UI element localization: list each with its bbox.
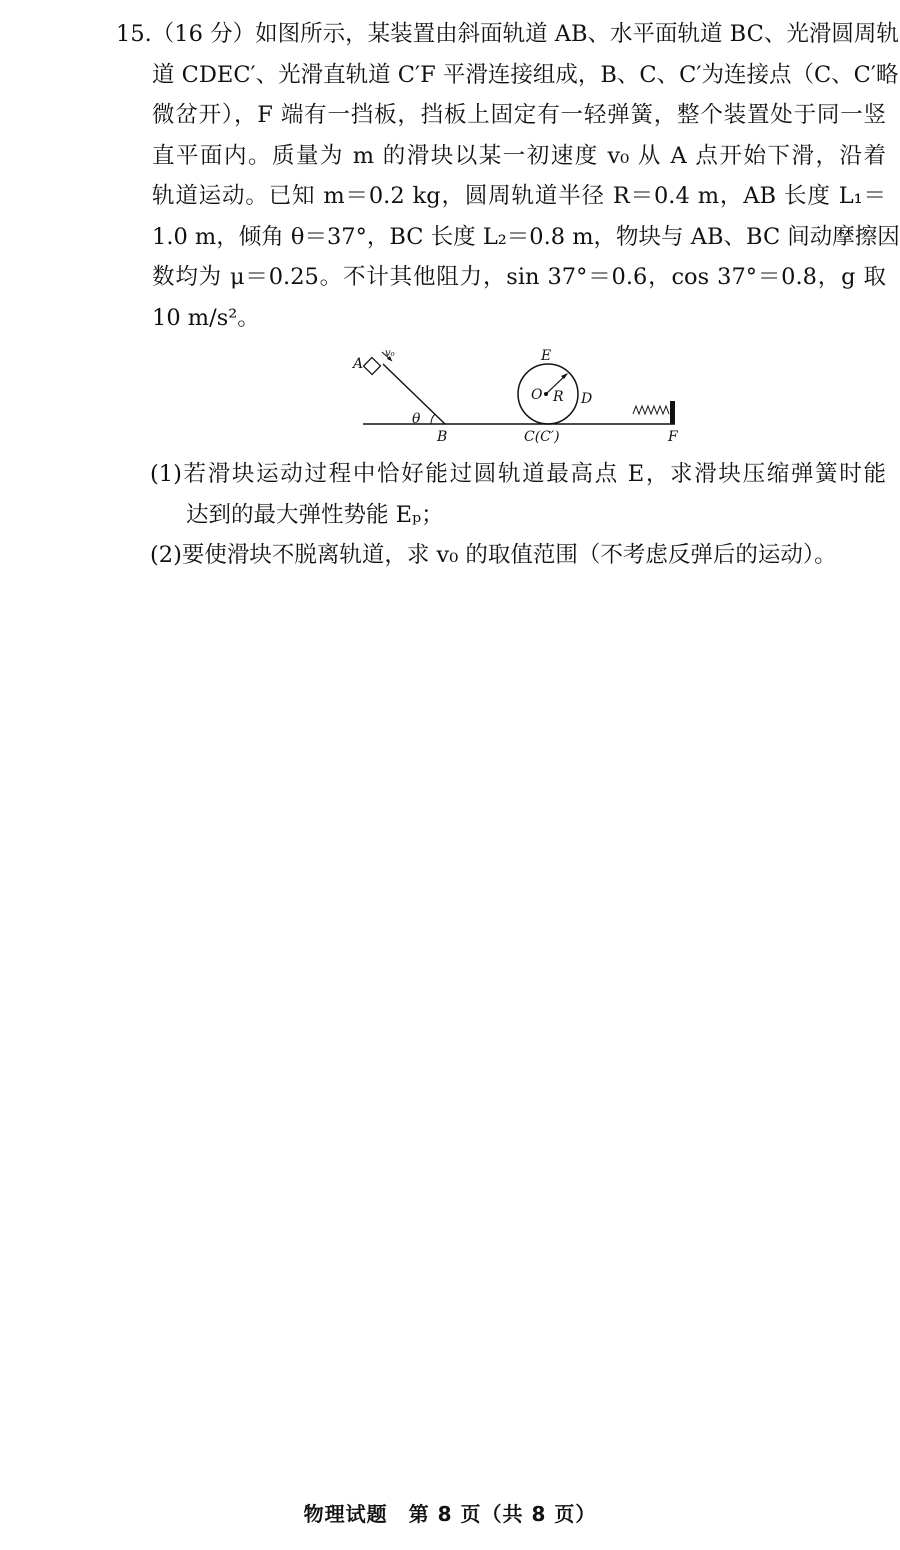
problem-line-5: 轨道运动。已知 m＝0.2 kg，圆周轨道半径 R＝0.4 m，AB 长度 L₁＝ <box>152 183 886 209</box>
problem-line-3: 微岔开），F 端有一挡板，挡板上固定有一轻弹簧，整个装置处于同一竖 <box>152 102 886 128</box>
problem-line-2: 道 CDEC′、光滑直轨道 C′F 平滑连接组成，B、C、C′为连接点（C、C′略 <box>152 61 899 88</box>
problem-line-6: 1.0 m，倾角 θ＝37°，BC 长度 L₂＝0.8 m，物块与 AB、BC 间动摩擦因 <box>152 223 900 250</box>
problem-line-1: 15.（16 分）如图所示，某装置由斜面轨道 AB、水平面轨道 BC、光滑圆周轨 <box>116 21 899 47</box>
label-v0: v₀ <box>385 348 395 359</box>
baffle-plate <box>670 401 675 424</box>
track-diagram-svg <box>345 342 695 447</box>
page-footer: 物理试题 第 8 页（共 8 页） <box>303 1502 597 1526</box>
label-A: A <box>353 356 364 372</box>
problem-statement <box>116 14 900 338</box>
question-1-line-2: 达到的最大弹性势能 Eₚ； <box>186 501 444 528</box>
label-O: O <box>531 387 543 403</box>
track-diagram <box>345 342 695 447</box>
spring <box>633 406 669 414</box>
problem-line-8: 10 m/s²。 <box>152 304 260 331</box>
slider-block <box>364 358 381 375</box>
label-F: F <box>668 429 678 445</box>
question-1-line-1: (1)若滑块运动过程中恰好能过圆轨道最高点 E，求滑块压缩弹簧时能 <box>150 461 886 487</box>
angle-arc <box>431 414 435 424</box>
label-theta: θ <box>412 411 421 427</box>
label-C: C(C′) <box>524 429 560 445</box>
problem-line-4: 直平面内。质量为 m 的滑块以某一初速度 v₀ 从 A 点开始下滑，沿着 <box>152 142 886 169</box>
label-E: E <box>541 348 552 364</box>
label-D: D <box>581 391 593 407</box>
label-B: B <box>437 429 448 445</box>
problem-line-7: 数均为 μ＝0.25。不计其他阻力，sin 37°＝0.6，cos 37°＝0.8，g 取 <box>152 264 886 290</box>
question-2-line-1: (2)要使滑块不脱离轨道，求 v₀ 的取值范围（不考虑反弹后的运动）。 <box>150 542 837 568</box>
label-R: R <box>553 389 564 405</box>
sub-questions <box>150 454 886 576</box>
